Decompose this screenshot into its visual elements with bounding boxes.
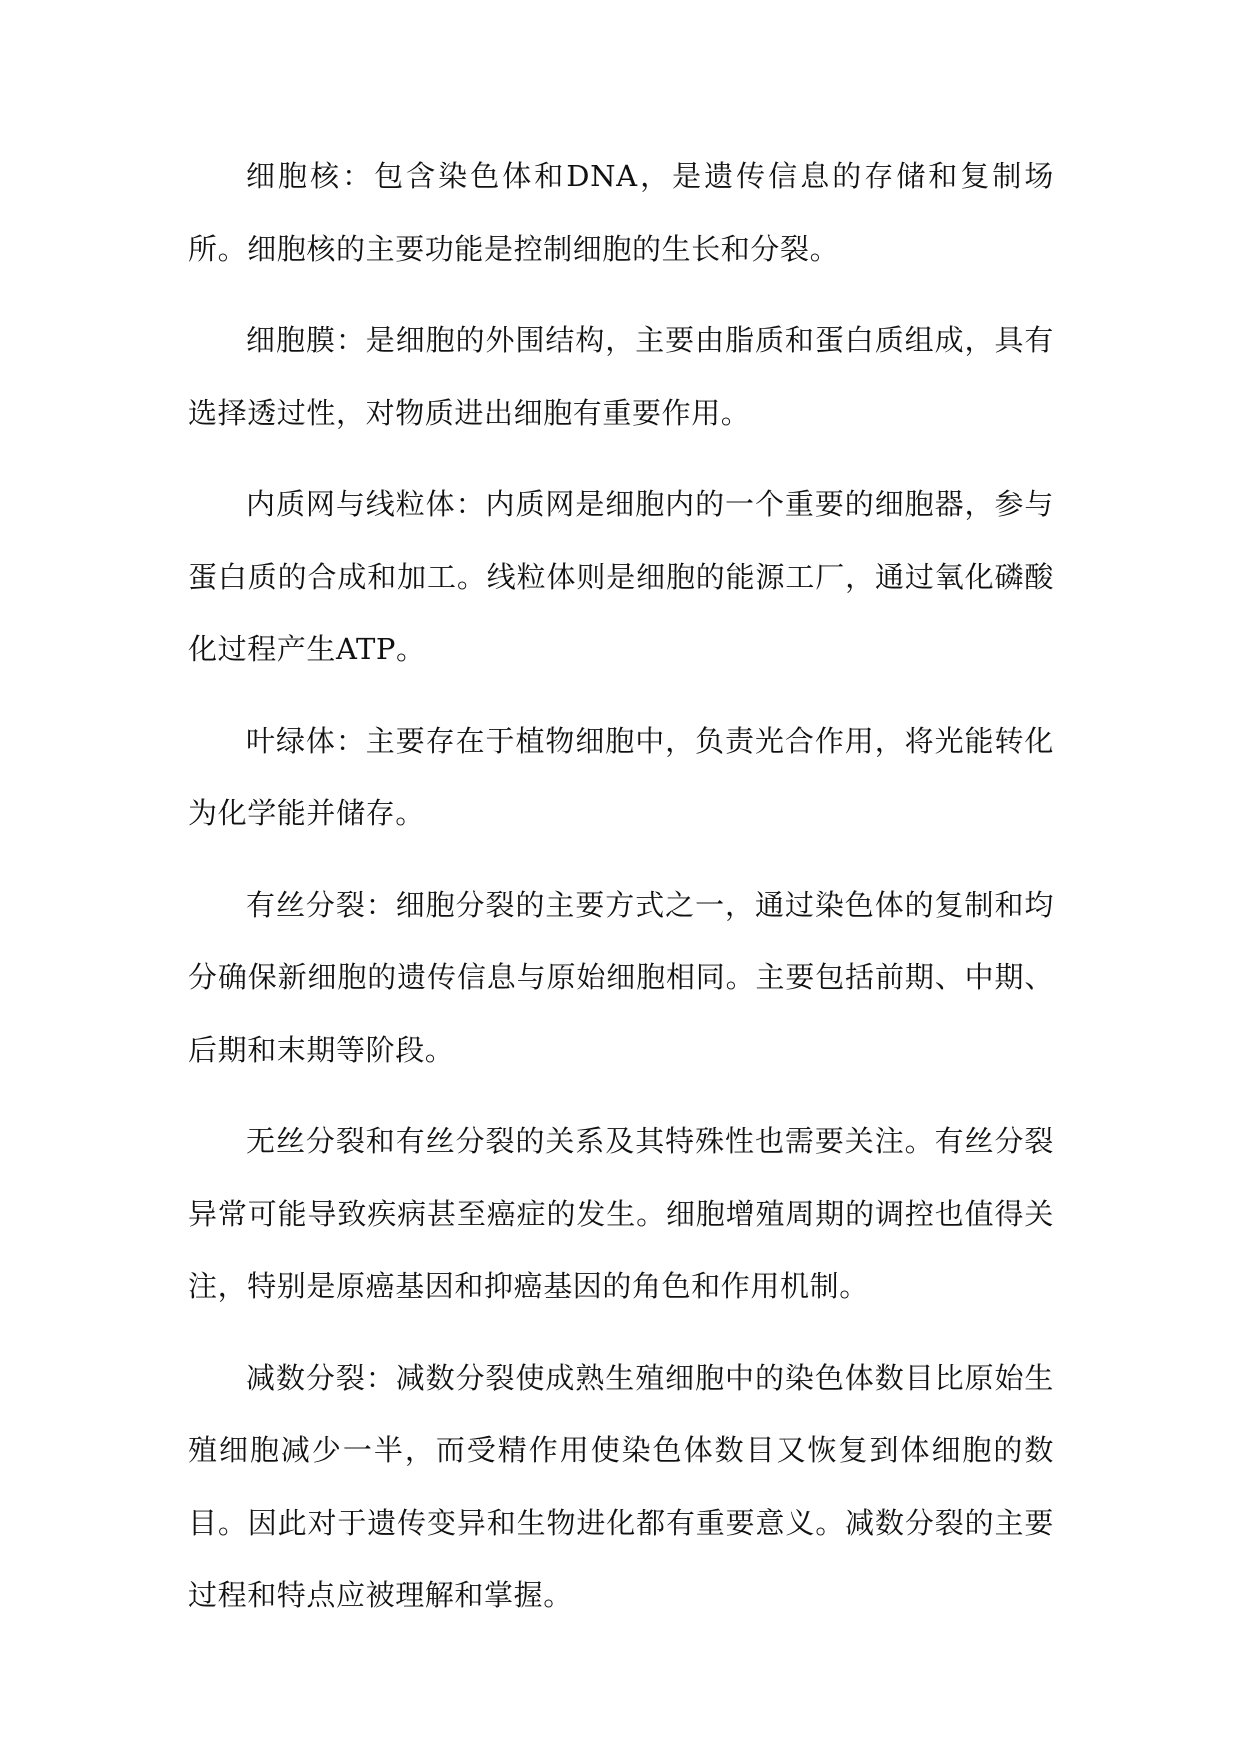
paragraph-term: 细胞核：: [246, 159, 375, 193]
paragraph-term: 有丝分裂：: [246, 887, 396, 922]
paragraph-cell-membrane: [188, 304, 1054, 449]
paragraph-term: 叶绿体：: [246, 723, 366, 758]
paragraph-mitosis: [188, 869, 1054, 1087]
paragraph-nucleus: [188, 140, 1054, 285]
paragraph-er-mitochondria: [188, 468, 1054, 686]
paragraph-chloroplast: [188, 705, 1054, 850]
paragraph-body: 无丝分裂和有丝分裂的关系及其特殊性也需要关注。有丝分裂异常可能导致疾病甚至癌症的发生。细胞增殖周期的调控也值得关注，特别是原癌基因和抑癌基因的角色和作用机制。: [188, 1124, 1054, 1303]
paragraph-body: 包含染色体和DNA，是遗传信息的存储和复制场所。细胞核的主要功能是控制细胞的生长和分裂。: [188, 159, 1054, 266]
paragraph-body: 细胞分裂的主要方式之一，通过染色体的复制和均分确保新细胞的遗传信息与原始细胞相同。主要包括前期、中期、后期和末期等阶段。: [188, 887, 1054, 1067]
paragraph-amitosis: [188, 1105, 1054, 1323]
paragraph-body: 主要存在于植物细胞中，负责光合作用，将光能转化为化学能并储存。: [188, 723, 1054, 830]
document-page: [188, 140, 1054, 1651]
paragraph-meiosis: [188, 1342, 1054, 1632]
paragraph-term: 细胞膜：: [246, 323, 366, 357]
paragraph-term: 内质网与线粒体：: [246, 487, 486, 521]
paragraph-body: 内质网是细胞内的一个重要的细胞器，参与蛋白质的合成和加工。线粒体则是细胞的能源工厂，通过氧化磷酸化过程产生ATP。: [188, 487, 1054, 666]
paragraph-body: 减数分裂使成熟生殖细胞中的染色体数目比原始生殖细胞减少一半，而受精作用使染色体数目又恢复到体细胞的数目。因此对于遗传变异和生物进化都有重要意义。减数分裂的主要过程和特点应被理解和掌握。: [188, 1360, 1054, 1612]
paragraph-term: 减数分裂：: [246, 1360, 396, 1395]
paragraph-body: 是细胞的外围结构，主要由脂质和蛋白质组成，具有选择透过性，对物质进出细胞有重要作用。: [188, 323, 1054, 430]
